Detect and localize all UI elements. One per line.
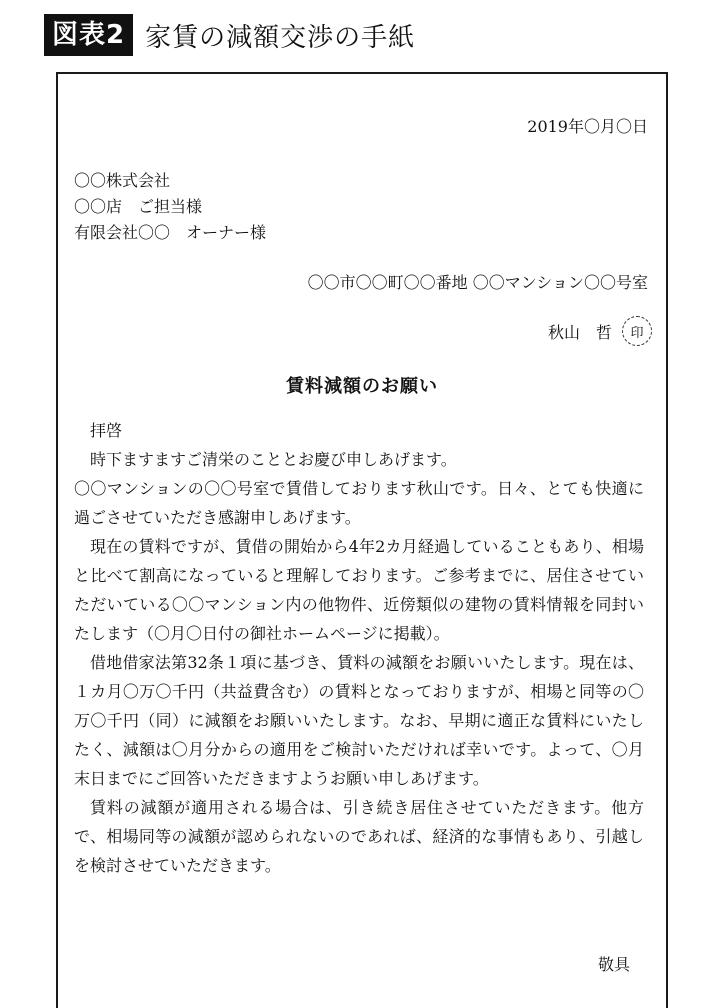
sender-address: 〇〇市〇〇町〇〇番地 〇〇マンション〇〇号室 <box>307 273 648 292</box>
seal-stamp-icon: 印 <box>622 316 652 346</box>
opening-salutation: 拝啓 <box>90 421 123 440</box>
letter-subject: 賃料減額のお願い <box>286 376 438 397</box>
body-paragraph: 時下ますますご清栄のこととお慶び申しあげます。 <box>90 450 457 469</box>
body-paragraph: 借地借家法第32条１項に基づき、賃料の減額をお願いいたします。現在は、１カ月〇万〇千円（共益費含む）の賃料となっておりますが、相場と同等の〇万〇千円（同）に減額をお願いいたします。なお、早期に適正な賃料にいたしたく、減額は〇月分からの適用をご検討いただければ幸いです。よって、〇月末日までにご回答いただきますようお願い申しあげます。 <box>74 653 644 788</box>
addressee-line: 〇〇株式会社 <box>74 171 171 190</box>
letter-body <box>74 416 644 880</box>
addressee-block <box>74 168 266 246</box>
figure-title: 家賃の減額交渉の手紙 <box>145 22 416 53</box>
letter-date: 2019年〇月〇日 <box>527 117 648 136</box>
closing-salutation: 敬具 <box>597 955 630 974</box>
sender-name: 秋山 哲 <box>547 322 612 342</box>
body-paragraph: 〇〇マンションの〇〇号室で賃借しております秋山です。日々、とても快適に過ごさせていただき感謝申しあげます。 <box>74 479 644 527</box>
figure-header <box>44 12 415 58</box>
body-paragraph: 賃料の減額が適用される場合は、引き続き居住させていただきます。他方で、相場同等の減額が認められないのであれば、経済的な事情もあり、引越しを検討させていただきます。 <box>74 798 644 875</box>
letter <box>56 72 668 1008</box>
figure-label: 図表2 <box>44 14 133 56</box>
sender-signature <box>548 316 652 346</box>
addressee-line: 有限会社〇〇 オーナー様 <box>74 223 267 242</box>
body-paragraph: 現在の賃料ですが、賃借の開始から4年2カ月経過していることもあり、相場と比べて割高になっていると理解しております。ご参考までに、居住させていただいている〇〇マンション内の他物件、近傍類似の建物の賃料情報を同封いたします（〇月〇日付の御社ホームページに掲載）。 <box>74 537 644 643</box>
addressee-line: 〇〇店 ご担当様 <box>74 197 203 216</box>
